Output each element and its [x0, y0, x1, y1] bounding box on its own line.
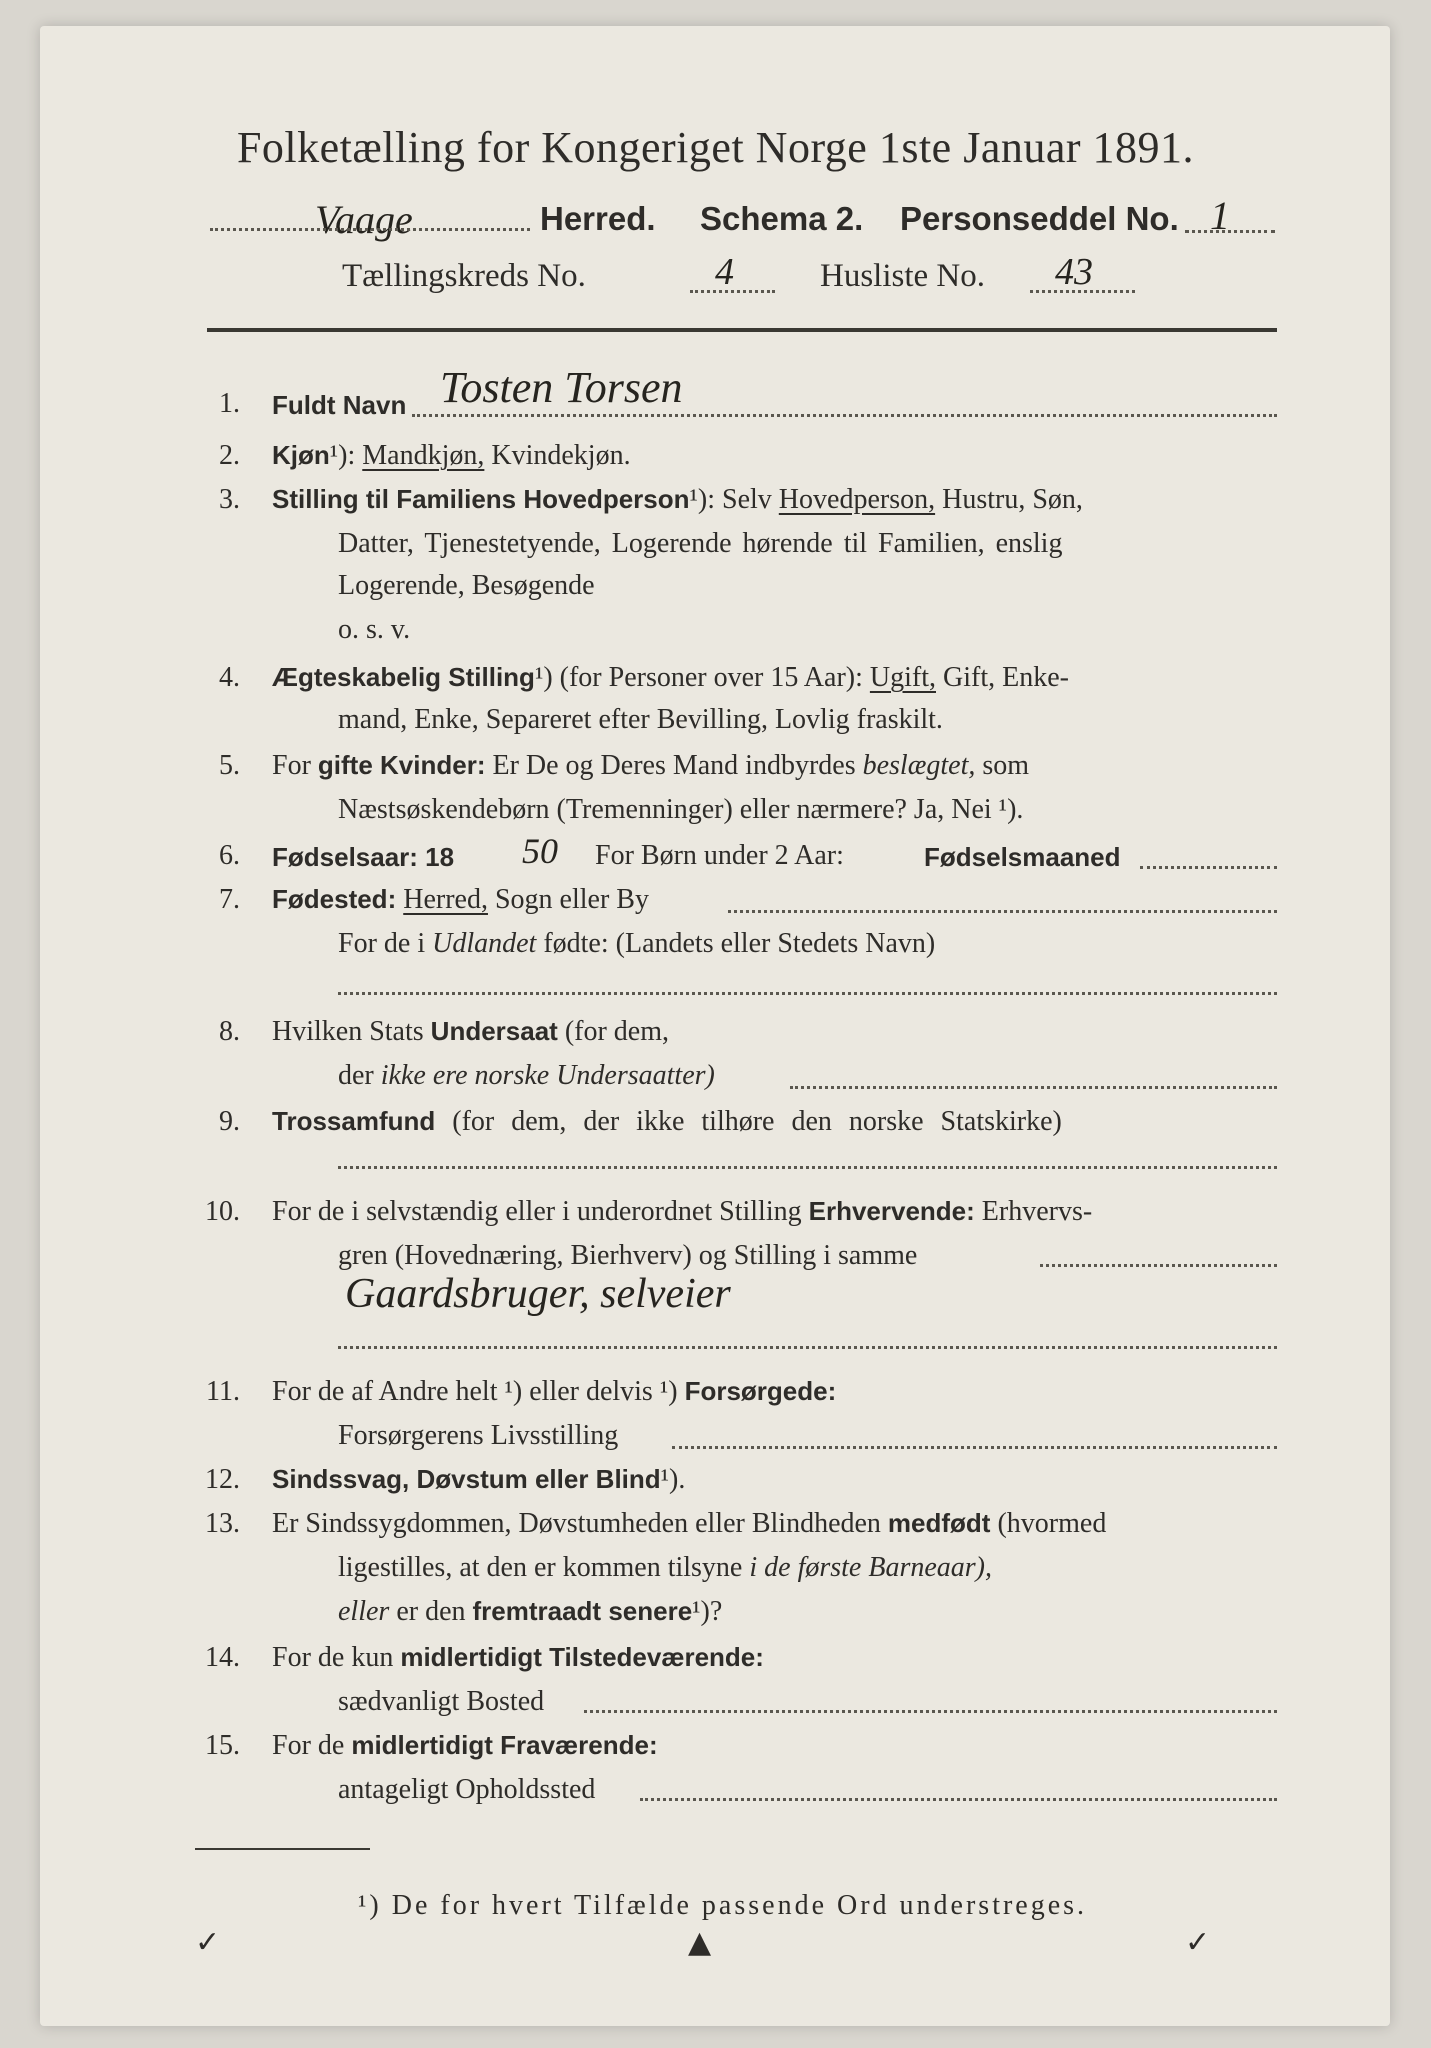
- q7-dotline2: [338, 992, 1277, 995]
- q1-label: Fuldt Navn: [272, 390, 407, 420]
- q3-opt-hustru-son: Hustru, Søn,: [942, 484, 1083, 515]
- item-number: 11.: [206, 1376, 240, 1407]
- registration-mark-center: ▲: [688, 1925, 712, 1960]
- personseddel-dotline: [1185, 230, 1275, 233]
- q10-label: Erhvervende:: [808, 1196, 975, 1226]
- q4-text: ¹) (for Personer over 15 Aar):: [534, 662, 863, 693]
- census-form-page: [40, 26, 1390, 2026]
- q8-text: Hvilken Stats: [272, 1016, 424, 1047]
- q14-label: midlertidigt Tilstedeværende:: [400, 1642, 764, 1672]
- item-number: 12.: [205, 1464, 240, 1495]
- husliste-label: Husliste No.: [820, 258, 985, 294]
- item-number: 6.: [219, 840, 240, 871]
- q5-beslaegtet: beslægtet,: [862, 750, 976, 781]
- item-number: 9.: [219, 1106, 240, 1137]
- q9-label: Trossamfund: [272, 1106, 436, 1136]
- herred-label: Herred.: [540, 200, 656, 237]
- q8-text2: (for dem,: [564, 1016, 670, 1047]
- q9-line1: [272, 1106, 1062, 1138]
- q3-line2: Datter, Tjenestetyende, Logerende hørende til Familien, enslig: [338, 528, 1063, 559]
- q4-line1: [272, 662, 1069, 694]
- q2-option-mandkjon: Mandkjøn,: [362, 440, 485, 471]
- q7-opt-sogn-by: Sogn eller By: [494, 884, 649, 915]
- item-number: 8.: [219, 1016, 240, 1047]
- q13-medfodt: medfødt: [887, 1508, 991, 1538]
- q15-line2: antageligt Opholdssted: [338, 1774, 596, 1805]
- q5-text: For: [272, 750, 311, 781]
- item-number: 3.: [219, 484, 240, 515]
- item-number: 2.: [219, 440, 240, 471]
- q10-dotline2: [338, 1346, 1277, 1349]
- q7-udlandet: Udlandet: [432, 928, 537, 959]
- q14-dotline: [584, 1710, 1277, 1713]
- q10-text: For de i selvstændig eller i underordnet Stilling: [272, 1196, 802, 1227]
- q2-line: [272, 440, 631, 472]
- kreds-dotline: [690, 290, 775, 293]
- q4-opt-ugift: Ugift,: [869, 662, 936, 693]
- q5-label: gifte Kvinder:: [317, 750, 486, 780]
- item-number: 14.: [205, 1642, 240, 1673]
- q13-eller: eller: [338, 1596, 390, 1627]
- q5-som: som: [982, 750, 1030, 781]
- husliste-value: 43: [1055, 251, 1093, 293]
- q15-line1: [272, 1730, 658, 1762]
- q2-sup: ¹):: [329, 440, 356, 471]
- q13-hvormed: (hvormed: [997, 1508, 1107, 1539]
- q3-line3: Logerende, Besøgende: [338, 570, 595, 601]
- q13-barneaar: i de første Barneaar),: [749, 1552, 992, 1583]
- q7-dotline: [728, 910, 1277, 913]
- q13-er-den: er den: [396, 1596, 466, 1627]
- q7-line1: [272, 884, 649, 916]
- q11-line2: Forsørgerens Livsstilling: [338, 1420, 619, 1451]
- q10-line2: gren (Hovednæring, Bierhverv) og Stilling i samme: [338, 1240, 918, 1271]
- q9-dotline: [338, 1166, 1277, 1169]
- item-number: 7.: [219, 884, 240, 915]
- q15-text: For de: [272, 1730, 345, 1761]
- q4-label: Ægteskabelig Stilling: [272, 662, 535, 692]
- q6-born-text: For Børn under 2 Aar:: [595, 840, 844, 871]
- q7-line2: [338, 928, 935, 960]
- q13-line2: [338, 1552, 992, 1584]
- q3-label: Stilling til Familiens Hovedperson: [272, 484, 690, 514]
- q10-dotline1: [1040, 1264, 1277, 1267]
- q2-label: Kjøn: [272, 440, 330, 470]
- q3-line1: [272, 484, 1083, 516]
- q9-text: (for dem, der ikke tilhøre den norske Statskirke): [452, 1106, 1062, 1137]
- q4-opt-gift: Gift, Enke-: [943, 662, 1069, 693]
- q11-label: Forsørgede:: [684, 1376, 837, 1406]
- q14-line2: sædvanligt Bosted: [338, 1686, 545, 1717]
- q7-text: For de i: [338, 928, 426, 959]
- q6-fodselsmaaned: Fødselsmaaned: [924, 842, 1121, 872]
- q12-label: Sindssvag, Døvstum eller Blind: [272, 1464, 661, 1494]
- item-number: 5.: [219, 750, 240, 781]
- item-number: 13.: [205, 1508, 240, 1539]
- q2-option-kvindekjon: Kvindekjøn.: [491, 440, 631, 471]
- q13-text: Er Sindssygdommen, Døvstumheden eller Blindheden: [272, 1508, 881, 1539]
- personseddel-label: Personseddel No.: [900, 200, 1179, 237]
- personseddel-value: 1: [1210, 193, 1230, 238]
- q8-label: Undersaat: [430, 1016, 558, 1046]
- q7-text2: fødte: (Landets eller Stedets Navn): [543, 928, 936, 959]
- kreds-value: 4: [715, 251, 734, 293]
- registration-mark-right: ✓: [1185, 1925, 1211, 1960]
- herred-dotline: [210, 228, 530, 231]
- q4-line2: mand, Enke, Separeret efter Bevilling, Lovlig fraskilt.: [338, 704, 943, 735]
- q10-line1: [272, 1196, 1092, 1228]
- form-title: Folketælling for Kongeriget Norge 1ste Januar 1891.: [236, 123, 1195, 172]
- q13-sup: ¹)?: [692, 1596, 723, 1627]
- footnote: ¹) De for hvert Tilfælde passende Ord understreges.: [358, 1890, 1088, 1921]
- kreds-label: Tællingskreds No.: [342, 258, 586, 294]
- q1-value: Tosten Torsen: [440, 363, 683, 412]
- q12-sup: ¹).: [660, 1464, 686, 1495]
- q8-undersaatter: ikke ere norske Undersaatter): [380, 1060, 715, 1091]
- q10-erhvervs: Erhvervs-: [981, 1196, 1093, 1227]
- q14-line1: [272, 1642, 764, 1674]
- q13-text2: ligestilles, at den er kommen tilsyne: [338, 1552, 743, 1583]
- q11-text: For de af Andre helt ¹) eller delvis ¹): [272, 1376, 678, 1407]
- q7-label: Fødested:: [272, 884, 397, 914]
- q7-opt-herred: Herred,: [403, 884, 488, 915]
- q8-der: der: [338, 1060, 374, 1091]
- q13-fremtraadt: fremtraadt senere: [472, 1596, 693, 1626]
- q15-dotline: [640, 1798, 1277, 1801]
- q3-opt-hovedperson: Hovedperson,: [778, 484, 936, 515]
- q1-dotline: [412, 414, 1277, 417]
- q11-dotline: [672, 1446, 1277, 1449]
- q14-text: For de kun: [272, 1642, 394, 1673]
- item-number: 4.: [219, 662, 240, 693]
- q13-line3: [338, 1596, 722, 1628]
- q15-label: midlertidigt Fraværende:: [351, 1730, 658, 1760]
- q8-dotline: [790, 1086, 1277, 1089]
- q5-line2: Næstsøskendebørn (Tremenninger) eller nærmere? Ja, Nei ¹).: [338, 794, 1024, 825]
- q6-label: Fødselsaar: 18: [272, 842, 455, 872]
- herred-value: Vaage: [315, 197, 413, 242]
- q5-question: Er De og Deres Mand indbyrdes: [492, 750, 856, 781]
- item-number: 15.: [205, 1730, 240, 1761]
- schema-label: Schema 2.: [700, 200, 864, 237]
- q3-sup: ¹):: [689, 484, 716, 515]
- q13-line1: [272, 1508, 1106, 1540]
- q10-value: Gaardsbruger, selveier: [345, 1271, 731, 1317]
- item-number: 10.: [205, 1196, 240, 1227]
- header-rule: [207, 328, 1277, 332]
- q11-line1: [272, 1376, 836, 1408]
- q6-value: 50: [522, 831, 558, 871]
- husliste-dotline: [1030, 290, 1135, 293]
- q3-opt-selv: Selv: [722, 484, 772, 515]
- q5-line1: [272, 750, 1029, 782]
- q12-line: [272, 1464, 685, 1496]
- item-number: 1.: [219, 388, 240, 419]
- q8-line2: [338, 1060, 715, 1092]
- q3-line4: o. s. v.: [338, 614, 411, 645]
- footnote-rule: [195, 1848, 370, 1850]
- q6-dotline: [1140, 866, 1277, 869]
- registration-mark-left: ✓: [195, 1925, 221, 1960]
- q8-line1: [272, 1016, 669, 1048]
